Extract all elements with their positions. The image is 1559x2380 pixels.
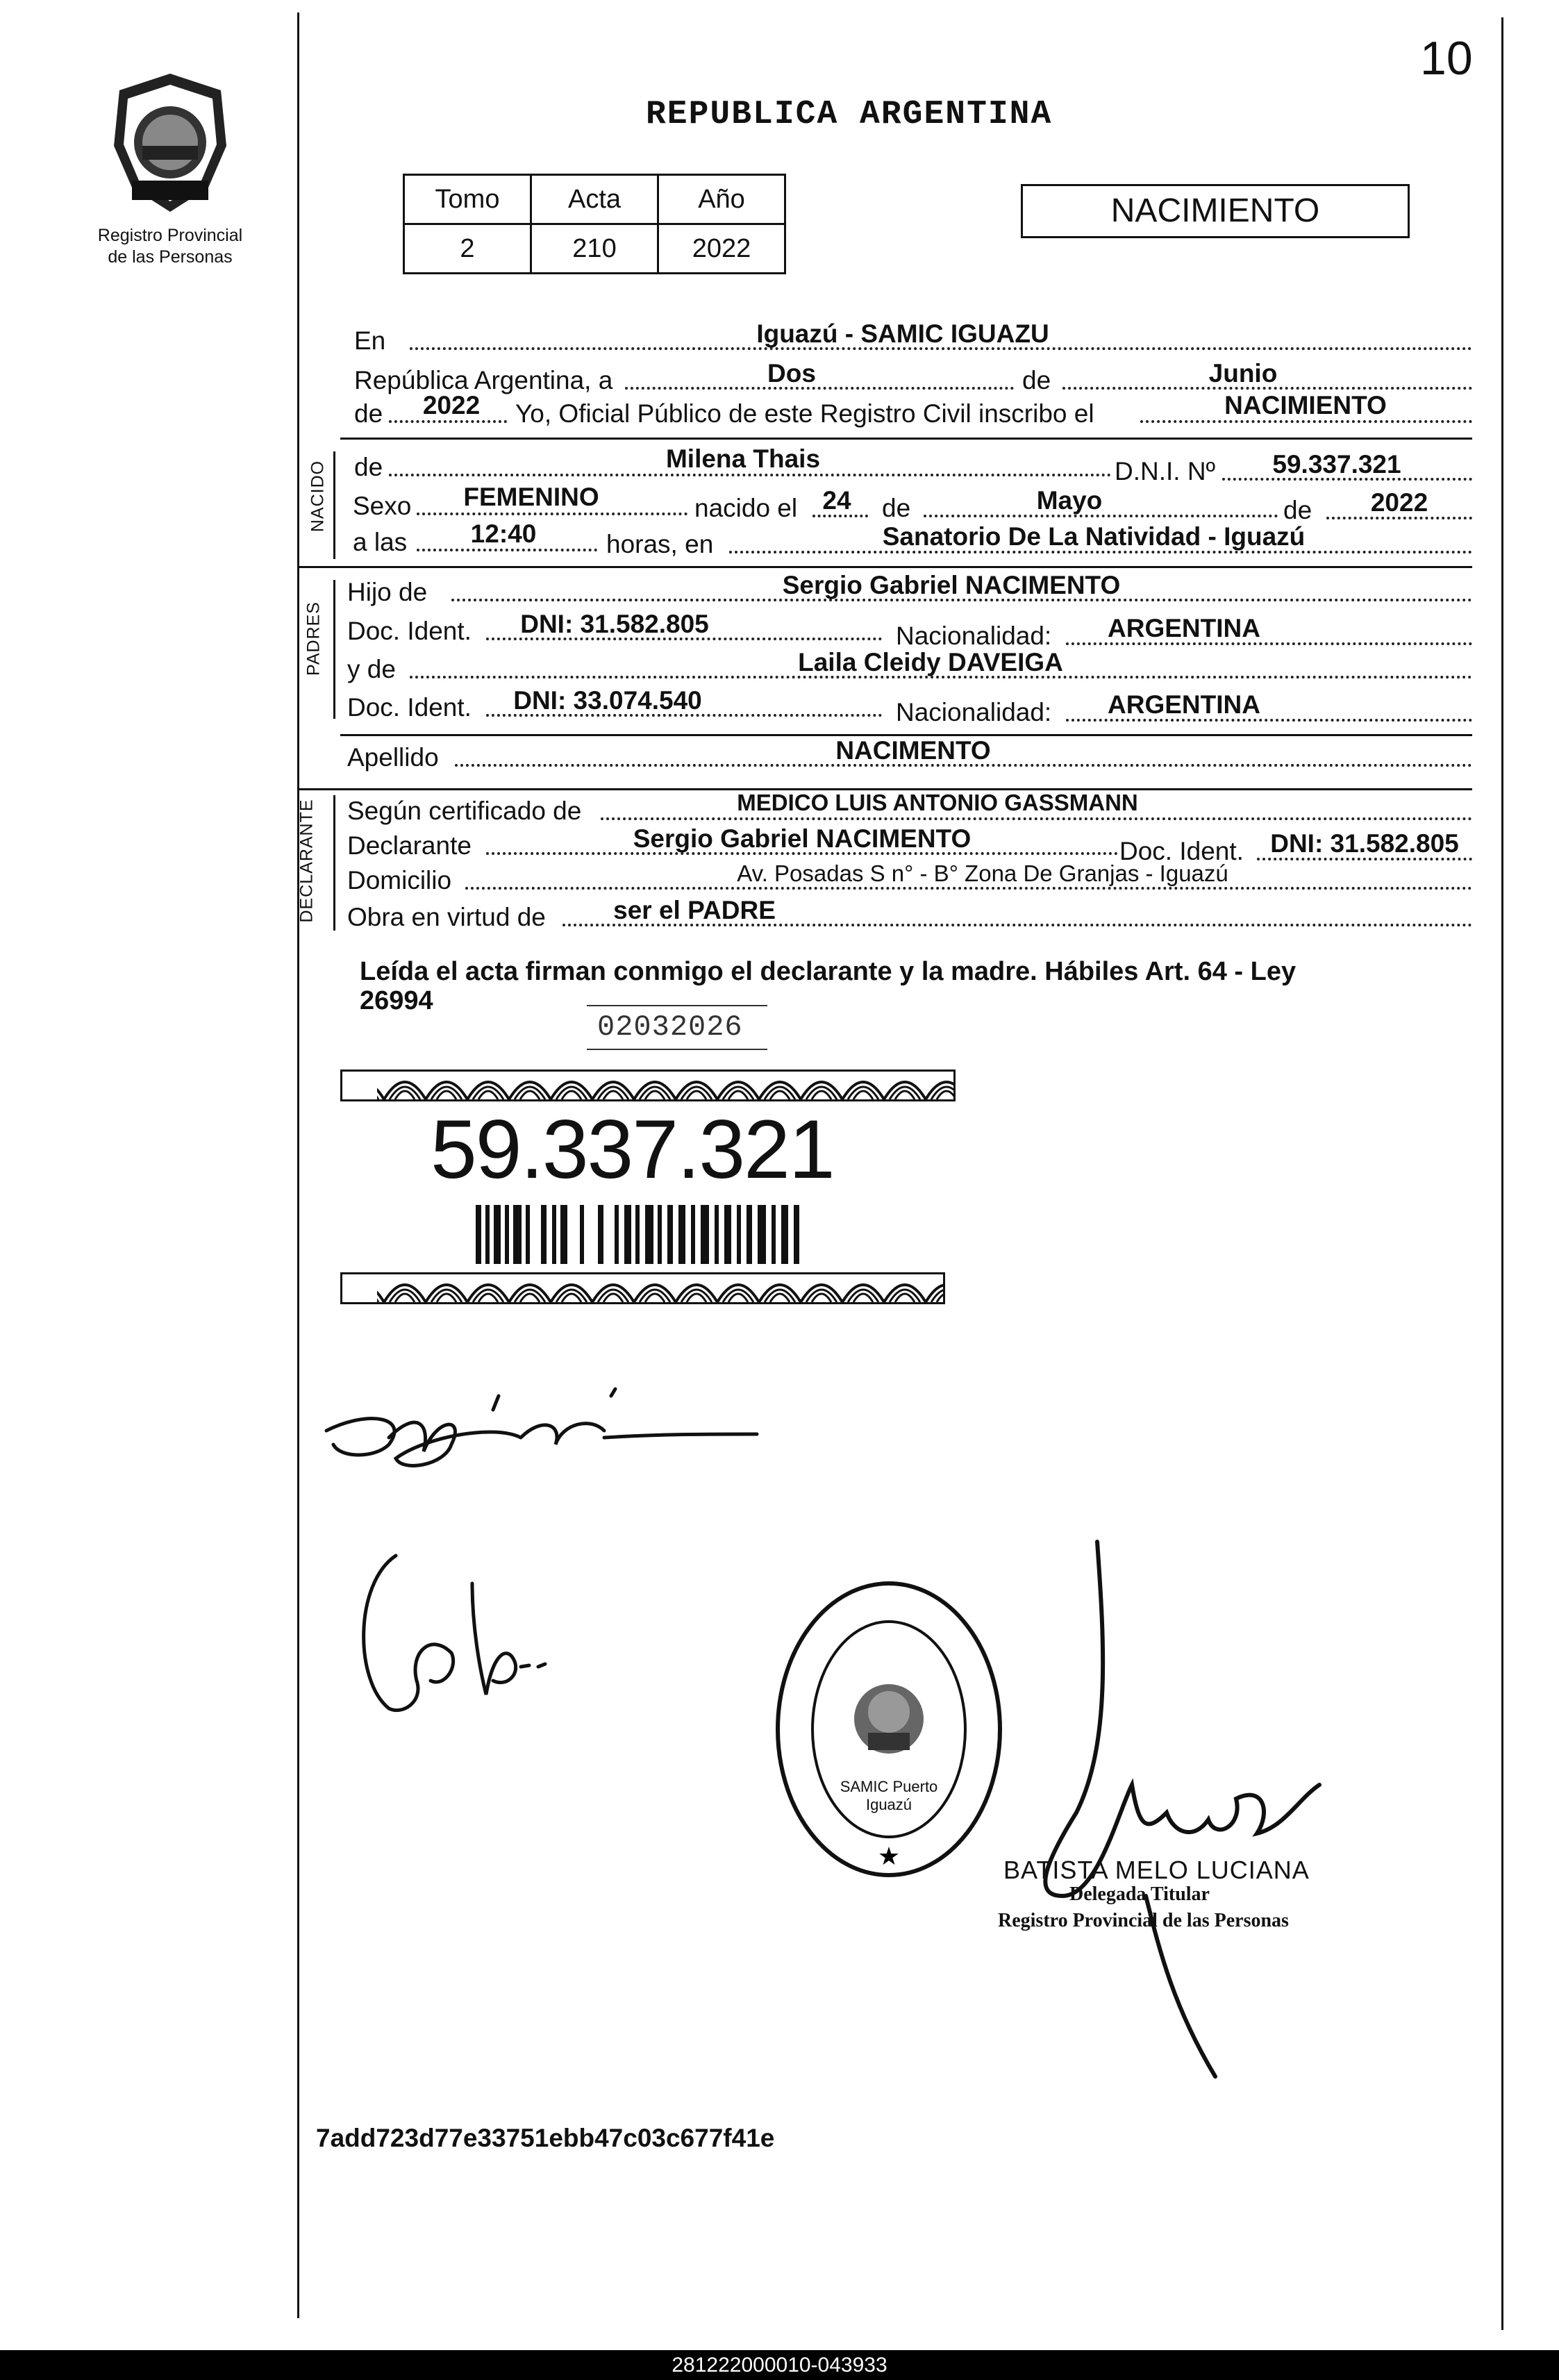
in-virtue-value: ser el PADRE: [613, 896, 776, 924]
child-name-value: Milena Thais: [665, 444, 821, 473]
padres-bracket: [333, 580, 335, 719]
logo-caption-2: de las Personas: [108, 247, 233, 267]
tomo-value: 2: [404, 224, 531, 274]
stamp-date-underline: [587, 1005, 767, 1006]
acta-header: Acta: [531, 175, 658, 224]
a-las-label: a las: [353, 528, 408, 556]
dni-label: D.N.I. Nº: [1115, 457, 1216, 485]
declarant-name-value: Sergio Gabriel NACIMENTO: [633, 824, 972, 853]
logo-caption-1: Registro Provincial: [97, 226, 243, 245]
father-name-value: Sergio Gabriel NACIMENTO: [782, 571, 1121, 599]
obra-label: Obra en virtud de: [347, 903, 546, 931]
document-hash: 7add723d77e33751ebb47c03c677f41e: [316, 2124, 775, 2152]
surname-value: NACIMENTO: [835, 736, 991, 765]
stamp-date: 02032026: [597, 1010, 743, 1044]
birth-time-dots: [417, 549, 597, 551]
official-name: BATISTA MELO LUCIANA: [1003, 1856, 1310, 1884]
sex-value: FEMENINO: [463, 483, 599, 511]
right-margin-line: [1501, 17, 1503, 2330]
sticker-number: 59.337.321: [431, 1103, 834, 1196]
nacido-side-label: NACIDO: [308, 460, 328, 533]
de-label-2: de: [354, 399, 383, 428]
act-type-dots: [1140, 420, 1472, 423]
tomo-header: Tomo: [404, 175, 531, 224]
y-de-label: y de: [347, 655, 396, 683]
nacido-bracket: [333, 451, 335, 559]
doc-label-3: Doc. Ident.: [1119, 837, 1244, 865]
child-name-dots: [389, 474, 1111, 476]
document-type-box: NACIMIENTO: [1021, 184, 1410, 238]
padres-side-label: PADRES: [303, 601, 324, 676]
acta-value: 210: [531, 224, 658, 274]
country-title: REPUBLICA ARGENTINA: [646, 96, 1053, 133]
declarante-side-label: DECLARANTE: [297, 799, 317, 923]
en-label: En: [354, 326, 386, 355]
apellido-label: Apellido: [347, 743, 439, 772]
birth-day-value: 24: [822, 486, 851, 515]
birth-month-value: Mayo: [1036, 486, 1103, 515]
mother-signature: [347, 1542, 576, 1722]
address-value: Av. Posadas S n° - B° Zona De Granjas - Iguazú: [737, 860, 1228, 886]
declarant-signature: [312, 1368, 771, 1493]
page-number: 10: [1420, 32, 1473, 85]
doc-label-2: Doc. Ident.: [347, 693, 472, 722]
birth-place-value: Sanatorio De La Natividad - Iguazú: [882, 522, 1306, 551]
province-emblem-logo: [104, 69, 236, 219]
left-margin-line: [297, 13, 299, 2318]
nacido-separator: [340, 438, 1472, 440]
sticker-top-pattern: [340, 1070, 956, 1101]
birth-year-value: 2022: [1370, 488, 1428, 517]
de-label-4: de: [882, 494, 911, 522]
closing-text-1: Leída el acta firman conmigo el declarante y la madre. Hábiles Art. 64 - Ley: [360, 957, 1297, 986]
anio-value: 2022: [658, 224, 785, 274]
doc-label-1: Doc. Ident.: [347, 617, 472, 645]
address-dots: [465, 887, 1472, 890]
yo-label: Yo, Oficial Público de este Registro Civil inscribo el: [515, 399, 1094, 428]
birth-time-value: 12:40: [470, 519, 537, 548]
footer-code: 281222000010-043933: [0, 2350, 1559, 2380]
certificate-value: MEDICO LUIS ANTONIO GASSMANN: [737, 790, 1138, 815]
child-dni-value: 59.337.321: [1272, 450, 1401, 479]
domicilio-label: Domicilio: [347, 866, 452, 894]
month-value: Junio: [1208, 359, 1278, 388]
nac-label-2: Nacionalidad:: [896, 698, 1052, 726]
day-value: Dos: [767, 359, 816, 388]
de-label-5: de: [1283, 496, 1312, 524]
hijo-label: Hijo de: [347, 578, 428, 606]
svg-text:★: ★: [877, 1842, 901, 1871]
certificate-dots: [601, 817, 1472, 820]
seal-inner-text: SAMIC Puerto Iguazú: [840, 1778, 938, 1813]
closing-text-2: 26994: [360, 986, 433, 1015]
nac-label-1: Nacionalidad:: [896, 622, 1052, 650]
padres-separator: [299, 566, 1472, 568]
year-value: 2022: [422, 391, 481, 419]
horas-label: horas, en: [606, 530, 714, 558]
mother-name-value: Laila Cleidy DAVEIGA: [798, 648, 1063, 676]
registry-table: [403, 174, 786, 274]
official-institution: Registro Provincial de las Personas: [998, 1910, 1289, 1931]
anio-header: Año: [658, 175, 785, 224]
de-label-3: de: [354, 453, 383, 481]
sticker-bottom-pattern: [340, 1272, 945, 1304]
sex-dots: [417, 513, 687, 515]
act-type-value: NACIMIENTO: [1224, 391, 1387, 419]
father-nat-value: ARGENTINA: [1108, 614, 1260, 642]
declarante-bracket: [333, 795, 335, 931]
stamp-date-underline-2: [587, 1049, 767, 1050]
republica-label: República Argentina, a: [354, 366, 613, 394]
father-doc-value: DNI: 31.582.805: [520, 610, 709, 638]
declarante-label: Declarante: [347, 831, 472, 860]
sticker-barcode: [476, 1205, 809, 1264]
nacido-el-label: nacido el: [694, 494, 798, 522]
official-signature: [937, 1535, 1354, 2090]
year-dots: [389, 420, 507, 423]
mother-doc-value: DNI: 33.074.540: [513, 686, 702, 715]
de-label-1: de: [1022, 366, 1051, 394]
declarant-doc-value: DNI: 31.582.805: [1270, 829, 1459, 858]
official-title: Delegada Titular: [1069, 1883, 1210, 1905]
sexo-label: Sexo: [353, 492, 412, 520]
place-value: Iguazú - SAMIC IGUAZU: [756, 319, 1049, 348]
mother-nat-value: ARGENTINA: [1108, 690, 1260, 719]
segun-label: Según certificado de: [347, 797, 582, 825]
